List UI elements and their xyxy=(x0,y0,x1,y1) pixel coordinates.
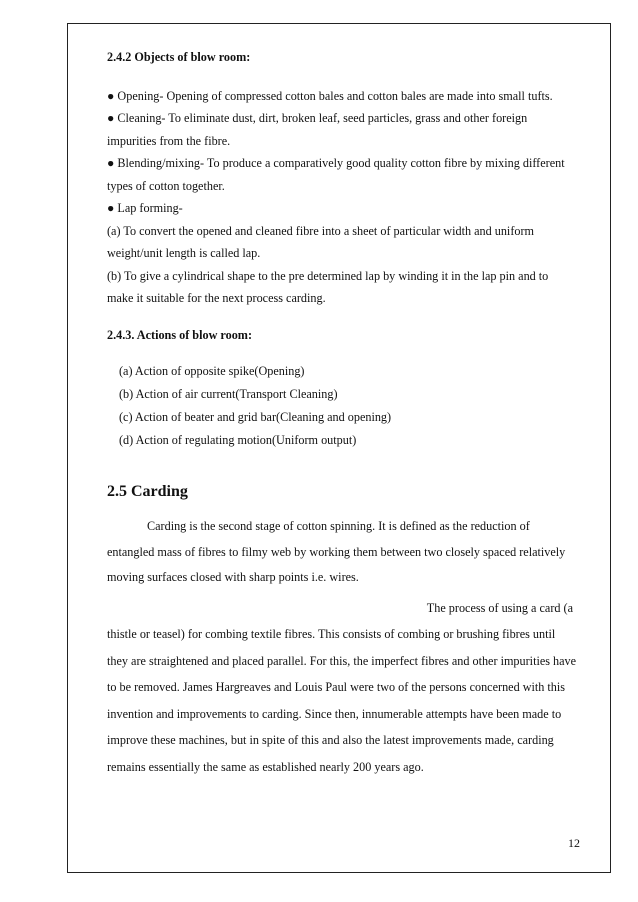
action-item: (a) Action of opposite spike(Opening) xyxy=(119,364,305,378)
carding-definition-paragraph: Carding is the second stage of cotton spinning. It is defined as the reduction of entangled mass of fibres to filmy web by working them between two closely spaced relatively moving surfaces closed with sharp points i.e. wires. xyxy=(107,519,566,584)
page-content xyxy=(107,46,577,780)
list-item-text: Opening- Opening of compressed cotton bales and cotton bales are made into small tufts. xyxy=(117,88,553,103)
bullet-icon: ● xyxy=(107,201,115,215)
section-heading-objects: 2.4.2 Objects of blow room: xyxy=(107,50,251,64)
action-item: (c) Action of beater and grid bar(Cleaning and opening) xyxy=(119,410,392,424)
process-paragraph-first-line: The process of using a card (a xyxy=(426,600,573,615)
section-heading-carding: 2.5 Carding xyxy=(107,483,188,500)
list-item-opening xyxy=(107,85,577,108)
lap-point-a: (a) To convert the opened and cleaned fibre into a sheet of particular width and uniform weight/unit length is called lap. xyxy=(107,223,535,260)
bullet-icon: ● xyxy=(107,156,115,170)
bullet-icon: ● xyxy=(107,111,115,125)
process-paragraph-body: thistle or teasel) for combing textile fibres. This consists of combing or brushing fibres until they are straightened and placed parallel. For this, the imperfect fibres and other impurities have to be removed. James Hargreaves and Louis Paul were two of the persons concerned with this invention and improvements to carding. Since then, innumerable attempts have been made to improve these machines, but in spite of this and also the latest improvements made, carding remains essentially the same as established nearly 200 years ago. xyxy=(107,627,577,774)
list-item-cleaning xyxy=(107,107,577,152)
list-item-lap-forming xyxy=(107,197,577,220)
page-number: 12 xyxy=(568,836,580,850)
list-item-text: Lap forming- xyxy=(117,201,183,215)
carding-process-paragraph xyxy=(107,595,577,781)
list-item-text: Blending/mixing- To produce a comparatively good quality cotton fibre by mixing different types of cotton together. xyxy=(107,156,565,193)
actions-list xyxy=(107,360,577,452)
lap-point-b: (b) To give a cylindrical shape to the pre determined lap by winding it in the lap pin and to make it suitable for the next process carding. xyxy=(107,268,549,305)
bullet-icon: ● xyxy=(107,88,115,103)
section-heading-actions: 2.4.3. Actions of blow room: xyxy=(107,327,253,342)
list-item-blending xyxy=(107,152,577,197)
action-item: (d) Action of regulating motion(Uniform output) xyxy=(119,433,357,447)
list-item-text: Cleaning- To eliminate dust, dirt, broken leaf, seed particles, grass and other foreign impurities from the fibre. xyxy=(107,111,528,148)
action-item: (b) Action of air current(Transport Cleaning) xyxy=(119,387,338,401)
